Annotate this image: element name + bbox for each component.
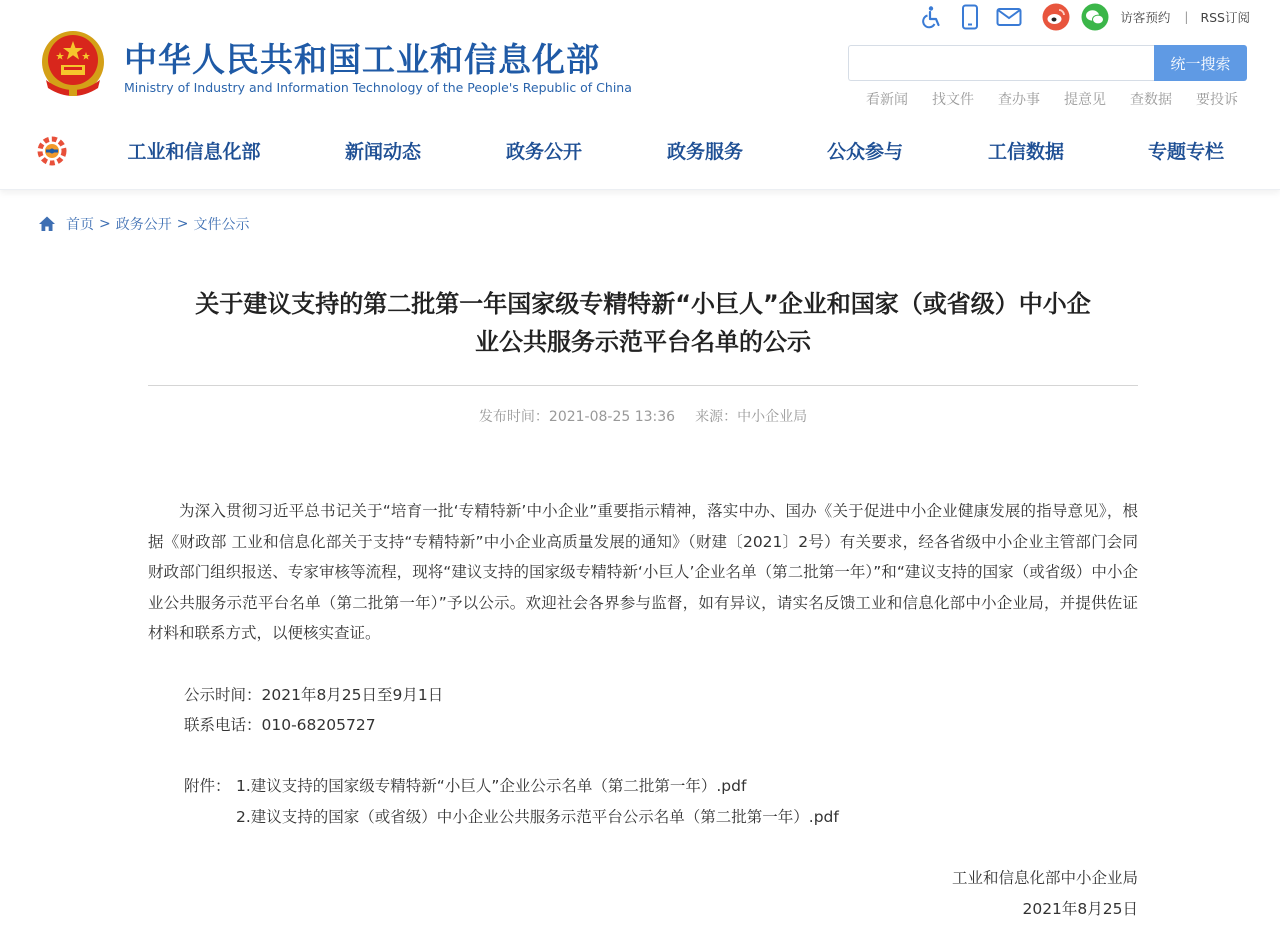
weibo-icon[interactable]	[1042, 3, 1070, 31]
search-button[interactable]: 统一搜索	[1154, 45, 1247, 81]
quick-link-news[interactable]: 看新闻	[866, 92, 908, 108]
top-utility-bar	[917, 2, 1250, 32]
breadcrumb-separator: >	[176, 216, 189, 232]
sign-date: 2021年8月25日	[1022, 900, 1138, 918]
publish-time-label: 发布时间：	[478, 409, 549, 425]
nav-item-government-affairs[interactable]: 政务公开	[505, 141, 583, 163]
signer: 工业和信息化部中小企业局	[951, 869, 1138, 887]
mail-icon[interactable]	[995, 3, 1023, 31]
miit-logo-icon[interactable]	[36, 135, 68, 167]
article-title	[148, 285, 1138, 361]
contact-phone: 联系电话：010-68205727	[184, 716, 376, 734]
site-title-en[interactable]: Ministry of Industry and Information Technology of the People's Republic of China	[124, 80, 632, 95]
nav-item-ministry[interactable]: 工业和信息化部	[127, 141, 261, 163]
home-icon[interactable]	[38, 215, 56, 233]
breadcrumb-separator: >	[99, 216, 111, 232]
source-label: 来源：	[695, 409, 738, 425]
breadcrumb-document-notice[interactable]: 文件公示	[193, 217, 250, 233]
attachment-link-1[interactable]: 1.建议支持的国家级专精特新“小巨人”企业公示名单（第二批第一年）.pdf	[236, 777, 747, 795]
attachment-link-2[interactable]: 2.建议支持的国家（或省级）中小企业公共服务示范平台公示名单（第二批第一年）.pdf	[236, 808, 839, 826]
title-divider	[148, 385, 1138, 386]
site-header	[0, 0, 1280, 190]
quick-link-data[interactable]: 查数据	[1130, 92, 1172, 108]
article-title-line1: 关于建议支持的第二批第一年国家级专精特新“小巨人”企业和国家（或省级）中小企	[195, 290, 1091, 318]
article-title-line2: 业公共服务示范平台名单的公示	[475, 328, 811, 356]
quick-links	[842, 89, 1238, 109]
national-emblem-icon[interactable]	[38, 28, 108, 100]
nav-item-public-participation[interactable]: 公众参与	[826, 141, 904, 163]
quick-link-services[interactable]: 查办事	[998, 92, 1040, 108]
search-input[interactable]	[848, 45, 1155, 81]
visitor-booking-link[interactable]: 访客预约	[1120, 10, 1171, 25]
publish-time: 2021-08-25 13:36	[548, 409, 676, 425]
article-meta	[148, 406, 1138, 426]
breadcrumb	[38, 214, 249, 234]
quick-link-suggest[interactable]: 提意见	[1064, 92, 1106, 108]
rss-link[interactable]: RSS订阅	[1200, 10, 1250, 25]
breadcrumb-home[interactable]: 首页	[66, 217, 94, 233]
quick-link-documents[interactable]: 找文件	[932, 92, 974, 108]
nav-item-data[interactable]: 工信数据	[987, 141, 1065, 163]
top-link-separator: |	[1184, 10, 1189, 24]
breadcrumb-government-affairs[interactable]: 政务公开	[115, 217, 172, 233]
nav-item-special-topics[interactable]: 专题专栏	[1147, 141, 1225, 163]
nav-item-news[interactable]: 新闻动态	[344, 141, 422, 163]
mobile-icon[interactable]	[956, 3, 984, 31]
notice-period: 公示时间：2021年8月25日至9月1日	[184, 686, 444, 704]
accessibility-icon[interactable]	[917, 3, 945, 31]
nav-item-services[interactable]: 政务服务	[666, 141, 744, 163]
source: 中小企业局	[737, 409, 808, 425]
quick-link-complaint[interactable]: 要投诉	[1196, 92, 1238, 108]
article-body: 为深入贯彻习近平总书记关于“培育一批‘专精特新’中小企业”重要指示精神，落实中办、国办《关于促进中小企业健康发展的指导意见》，根据《财政部 工业和信息化部关于支持“专精特新”中小企业高质量发展的通知》（财建〔2021〕2号）有关要求，经各省级中小企业主管部门会同财政部门组织报送、专家审核等流程，现将“建议支持的国家级专精特新‘小巨人’企业名单（第二批第一年）”和“建议支持的国家（或省级）中小企业公共服务示范平台名单（第二批第一年）”予以公示。欢迎社会各界参与监督，如有异议，请实名反馈工业和信息化部中小企业局，并提供佐证材料和联系方式，以便核实查证。	[148, 502, 1138, 642]
wechat-icon[interactable]	[1081, 3, 1109, 31]
attachment-label: 附件：	[184, 777, 231, 795]
site-title-cn[interactable]: 中华人民共和国工业和信息化部	[124, 40, 600, 79]
